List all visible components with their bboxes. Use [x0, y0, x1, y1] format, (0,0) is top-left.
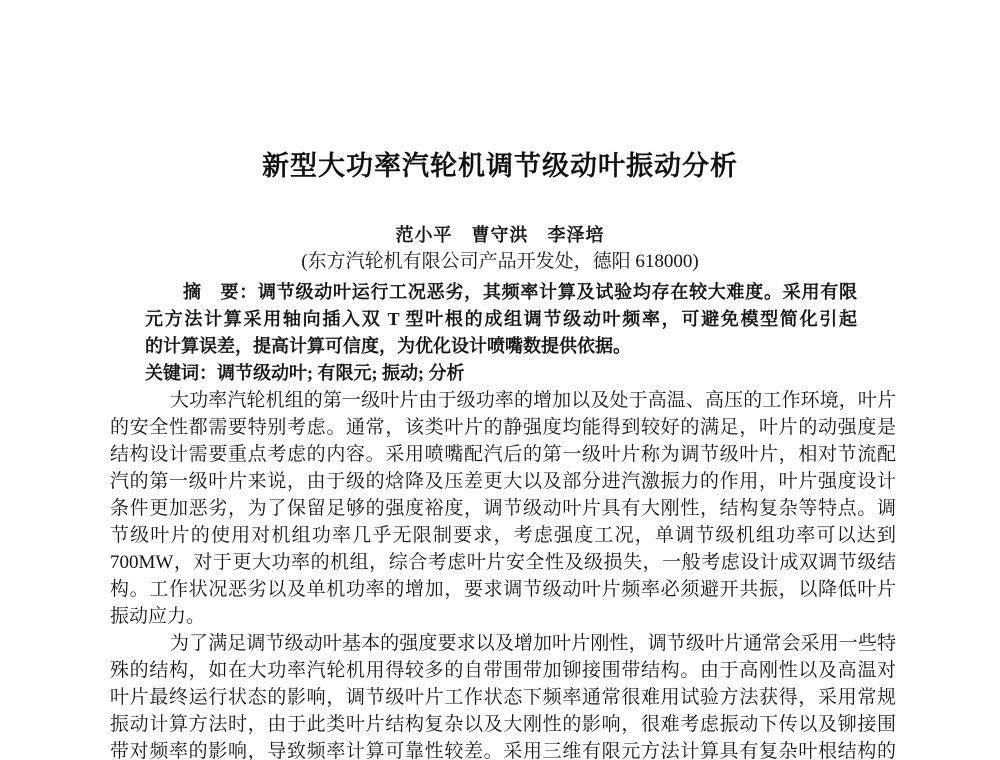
paragraph-line: 叶片最终运行状态的影响，调节级叶片工作状态下频率通常很难用试验方法获得，采用常规 [110, 687, 896, 708]
abstract-line: 元方法计算采用轴向插入双 T 型叶根的成组调节级动叶频率，可避免模型简化引起 [145, 309, 857, 329]
paragraph-line: 700MW，对于更大功率的机组，综合考虑叶片安全性及级损失，一般考虑设计成双调节级结 [110, 552, 896, 573]
paragraph-line: 结构设计需要重点考虑的内容。采用喷嘴配汽后的第一级叶片称为调节级叶片，相对节流配 [110, 444, 896, 465]
paragraph-line: 节级叶片的使用对机组功率几乎无限制要求，考虑强度工况，单调节级机组功率可以达到 [110, 525, 896, 546]
authors-line: 范小平 曹守洪 李泽培 [395, 225, 605, 245]
paragraph-line: 振动应力。 [110, 606, 206, 627]
paragraph-line: 条件更加恶劣，为了保留足够的强度裕度，调节级动叶片具有大刚性，结构复杂等特点。调 [110, 498, 896, 519]
paragraph-line: 为了满足调节级动叶基本的强度要求以及增加叶片刚性，调节级叶片通常会采用一些特 [170, 633, 896, 654]
page-body [110, 279, 896, 760]
keywords-line [145, 360, 896, 387]
paragraph-line: 振动计算方法时，由于此类叶片结构复杂以及大刚性的影响，很难考虑振动下传以及铆接围 [110, 714, 896, 735]
abstract-label: 摘 要： [183, 282, 258, 302]
abstract-text: 调节级动叶运行工况恶劣，其频率计算及试验均存在较大难度。采用有限 [257, 282, 858, 302]
paragraph-line: 汽的第一级叶片来说，由于级的焓降及压差更大以及部分进汽激振力的作用，叶片强度设计 [110, 471, 896, 492]
abstract-line: 的计算误差，提高计算可信度，为优化设计喷嘴数提供依据。 [145, 336, 631, 356]
keywords-text: 调节级动叶; 有限元; 振动; 分析 [217, 363, 465, 383]
paragraph-line: 的安全性都需要特别考虑。通常，该类叶片的静强度均能得到较好的满足，叶片的动强度是 [110, 417, 896, 438]
paper-title: 新型大功率汽轮机调节级动叶振动分析 [262, 151, 738, 181]
keywords-label: 关键词： [145, 363, 217, 383]
paragraph-line: 构。工作状况恶劣以及单机功率的增加，要求调节级动叶片频率必须避开共振，以降低叶片 [110, 579, 896, 600]
abstract-line [145, 279, 857, 306]
paragraph-line: 大功率汽轮机组的第一级叶片由于级功率的增加以及处于高温、高压的工作环境，叶片 [170, 390, 896, 411]
paragraph-line: 殊的结构，如在大功率汽轮机用得较多的自带围带加铆接围带结构。由于高刚性以及高温对 [110, 660, 896, 681]
paragraph-line: 带对频率的影响，导致频率计算可靠性较差。采用三维有限元方法计算具有复杂叶根结构的 [110, 741, 896, 760]
affiliation-line: (东方汽轮机有限公司产品开发处，德阳 618000) [301, 251, 699, 272]
